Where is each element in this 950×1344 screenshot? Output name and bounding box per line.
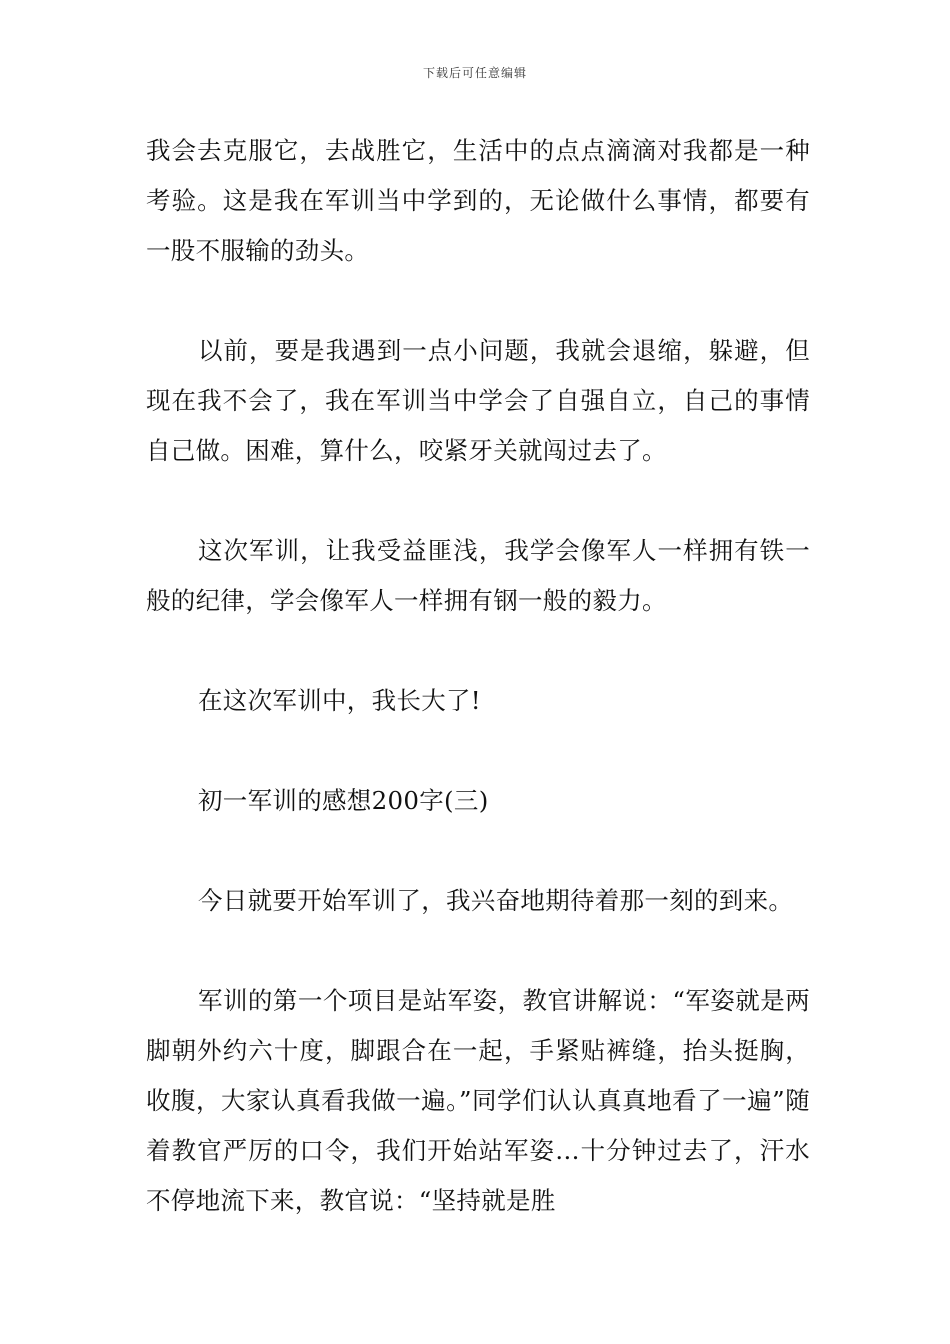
page-header: 下载后可任意编辑 <box>422 66 527 80</box>
paragraph-gap <box>146 926 810 976</box>
paragraph-3: 这次军训，让我受益匪浅，我学会像军人一样拥有铁一般的纪律，学会像军人一样拥有钢一般的毅力。 <box>146 536 810 615</box>
paragraph-1: 我会去克服它，去战胜它，生活中的点点滴滴对我都是一种考验。这是我在军训当中学到的，无论做什么事情，都要有一股不服输的劲头。 <box>146 136 810 265</box>
paragraph-gap <box>146 826 810 876</box>
paragraph-gap <box>146 476 810 526</box>
document-body <box>146 126 810 1226</box>
paragraph-6: 军训的第一个项目是站军姿，教官讲解说：“军姿就是两脚朝外约六十度，脚跟合在一起，手紧贴裤缝，抬头挺胸，收腹，大家认真看我做一遍。”同学们认认真真地看了一遍”随着教官严厉的口令，我们开始站军姿…十分钟过去了，汗水不停地流下来，教官说：“坚持就是胜 <box>146 986 810 1215</box>
paragraph-gap <box>146 726 810 776</box>
section-heading: 初一军训的感想200字(三) <box>198 786 489 815</box>
paragraph-4: 在这次军训中，我长大了! <box>198 686 481 715</box>
paragraph-gap <box>146 276 810 326</box>
paragraph-5: 今日就要开始军训了，我兴奋地期待着那一刻的到来。 <box>198 886 794 915</box>
paragraph-2: 以前，要是我遇到一点小问题，我就会退缩，躲避，但现在我不会了，我在军训当中学会了自强自立，自己的事情自己做。困难，算什么，咬紧牙关就闯过去了。 <box>146 336 810 465</box>
paragraph-gap <box>146 626 810 676</box>
